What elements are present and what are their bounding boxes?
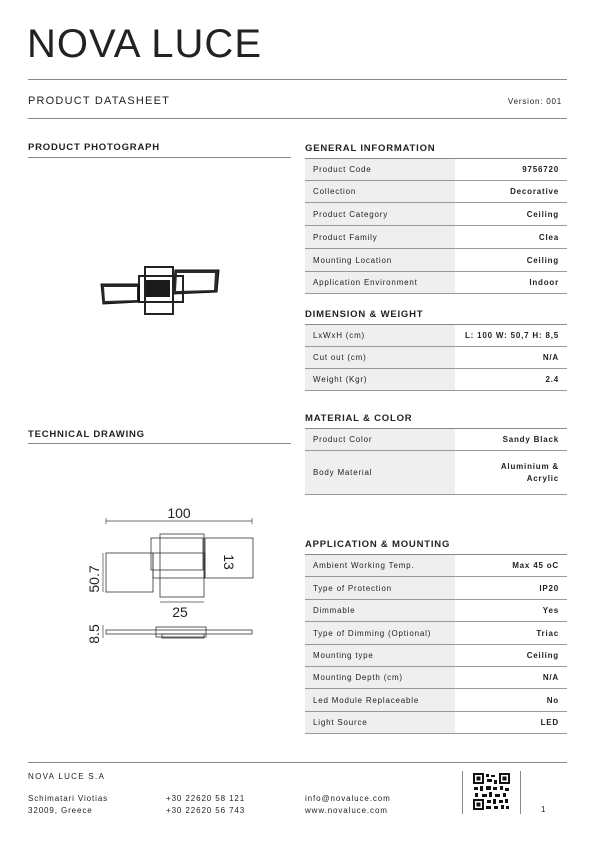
spec-key: Body Material <box>305 451 455 495</box>
application-section-title: APPLICATION & MOUNTING <box>305 539 451 550</box>
table-row <box>305 622 567 645</box>
spec-key: Product Category <box>305 203 455 226</box>
spec-value: Decorative <box>455 181 567 203</box>
drawing-section-divider <box>28 443 291 444</box>
footer-vline-left <box>462 771 463 814</box>
product-photo <box>95 262 225 318</box>
table-row <box>305 249 567 272</box>
footer-contacts <box>305 793 391 816</box>
spec-key: Mounting type <box>305 645 455 667</box>
dimension-table <box>305 324 567 391</box>
dim-height-label: 8.5 <box>86 624 102 644</box>
spec-value: Sandy Black <box>455 429 567 451</box>
table-row <box>305 181 567 203</box>
spec-value: Ceiling <box>455 203 567 226</box>
spec-value <box>455 451 567 495</box>
table-row <box>305 203 567 226</box>
table-row <box>305 451 567 495</box>
dim-bottom-label: 25 <box>172 604 188 620</box>
spec-value: N/A <box>455 667 567 689</box>
spec-key: Dimmable <box>305 600 455 622</box>
footer-address-line-2: 32009, Greece <box>28 805 93 815</box>
table-row <box>305 347 567 369</box>
table-row <box>305 667 567 689</box>
material-section-title: MATERIAL & COLOR <box>305 413 413 424</box>
table-row <box>305 600 567 622</box>
footer-phone-1: +30 22620 58 121 <box>166 794 246 803</box>
spec-key: LxWxH (cm) <box>305 325 455 347</box>
spec-value: L: 100 W: 50,7 H: 8,5 <box>455 325 567 347</box>
footer-company: NOVA LUCE S.A <box>28 772 106 781</box>
table-row <box>305 645 567 667</box>
table-row <box>305 689 567 712</box>
brand-logo: NOVA LUCE <box>27 22 262 66</box>
spec-value: LED <box>455 712 567 734</box>
spec-key: Type of Dimming (Optional) <box>305 622 455 645</box>
header-divider-bottom <box>28 118 567 119</box>
table-row <box>305 429 567 451</box>
spec-value: No <box>455 689 567 712</box>
photo-section-divider <box>28 157 291 158</box>
footer-address-line-1: Schimatari Viotias <box>28 794 109 803</box>
spec-key: Application Environment <box>305 272 455 294</box>
spec-value: Ceiling <box>455 645 567 667</box>
spec-value: Clea <box>455 226 567 249</box>
technical-drawing <box>80 500 270 650</box>
general-section-title: GENERAL INFORMATION <box>305 143 436 154</box>
spec-key: Weight (Kgr) <box>305 369 455 391</box>
spec-key: Product Color <box>305 429 455 451</box>
spec-key: Ambient Working Temp. <box>305 555 455 577</box>
spec-value-line-2: Acrylic <box>526 473 559 483</box>
spec-key: Type of Protection <box>305 577 455 600</box>
spec-value: 2.4 <box>455 369 567 391</box>
spec-key: Cut out (cm) <box>305 347 455 369</box>
spec-key: Led Module Replaceable <box>305 689 455 712</box>
footer-email-link[interactable]: info@novaluce.com <box>305 794 391 803</box>
photo-section-title: PRODUCT PHOTOGRAPH <box>28 142 160 153</box>
spec-key: Light Source <box>305 712 455 734</box>
spec-value: N/A <box>455 347 567 369</box>
table-row <box>305 712 567 734</box>
general-table <box>305 158 567 294</box>
spec-key: Product Family <box>305 226 455 249</box>
dim-width-label: 50.7 <box>86 565 102 593</box>
table-row <box>305 577 567 600</box>
drawing-section-title: TECHNICAL DRAWING <box>28 429 145 440</box>
spec-value: 9756720 <box>455 159 567 181</box>
table-row <box>305 272 567 294</box>
table-row <box>305 369 567 391</box>
dim-length-label: 100 <box>167 505 191 521</box>
table-row <box>305 159 567 181</box>
spec-value: IP20 <box>455 577 567 600</box>
spec-value-line-1: Aluminium & <box>500 461 559 471</box>
dim-inner-label: 13 <box>221 554 237 570</box>
spec-value: Yes <box>455 600 567 622</box>
spec-value: Indoor <box>455 272 567 294</box>
dimension-section-title: DIMENSION & WEIGHT <box>305 309 424 320</box>
application-table <box>305 554 567 734</box>
table-row <box>305 226 567 249</box>
qr-code-icon <box>473 773 510 810</box>
footer-website-link[interactable]: www.novaluce.com <box>305 805 388 815</box>
header-divider-top <box>28 79 567 80</box>
footer-address <box>28 793 108 816</box>
material-table <box>305 428 567 495</box>
footer-vline-right <box>520 771 521 814</box>
footer-phones <box>166 793 245 816</box>
spec-key: Collection <box>305 181 455 203</box>
table-row <box>305 555 567 577</box>
version-label: Version: 001 <box>507 97 562 106</box>
table-row <box>305 325 567 347</box>
spec-value: Ceiling <box>455 249 567 272</box>
footer-divider <box>28 762 567 763</box>
document-title: PRODUCT DATASHEET <box>28 95 171 107</box>
spec-key: Mounting Location <box>305 249 455 272</box>
footer-phone-2: +30 22620 56 743 <box>166 805 246 815</box>
page-number: 1 <box>541 805 546 814</box>
spec-key: Product Code <box>305 159 455 181</box>
spec-value: Triac <box>455 622 567 645</box>
spec-value: Max 45 oC <box>455 555 567 577</box>
spec-key: Mounting Depth (cm) <box>305 667 455 689</box>
